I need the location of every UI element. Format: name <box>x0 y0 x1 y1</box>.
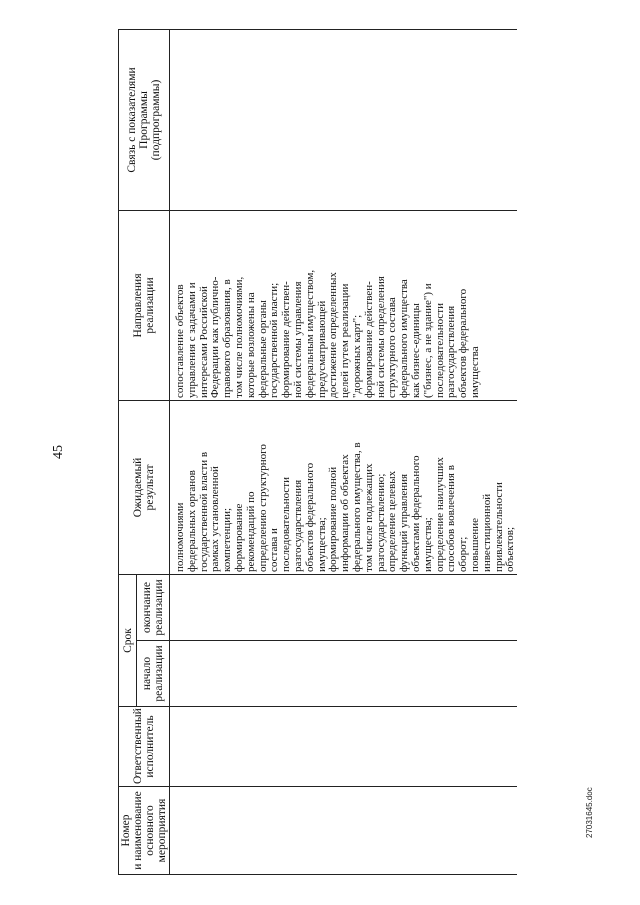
page-number: 45 <box>51 445 66 459</box>
cell-expected-result: полномочиями федеральных органов государственной власти в рамках установленной компетенции; формирование рекомендаций по определению структурного состава и последовательности разгосударствления объектов федерального имущества; формирование полной информации об объектах федерального имущества, в том числе подлежащих разгосударствлению; определение целевых функций управления объектами федерального имущества; определение наилучших способов вовлечения в оборот; повышение инвестиционной привлекательности объектов; <box>170 400 518 574</box>
cell-number-name <box>170 787 518 875</box>
header-indicator-link: Связь с показателями Программы (подпрограммы) <box>119 29 170 210</box>
header-start: начало реализации <box>137 641 170 707</box>
program-table <box>118 29 517 875</box>
header-directions: Направления реализации <box>119 210 170 400</box>
cell-start <box>170 641 518 707</box>
cell-directions: сопоставление объектов управления с задачами и интересами Российской Федерации как публично- правового образования, в том числе полномочиями, которые возложены на федеральные органы государственной власти; формирование действен- ной системы управления федеральным имуществом, предусматривающей достижение определенных целей путем реализации "дорожных карт"; формирование действен- ной системы определения структурного состава федерального имущества как бизнес-единицы ("бизнес, а не здание") и последовательности разгосударствления объектов федерального имущества <box>170 210 518 400</box>
header-responsible: Ответственный исполнитель <box>119 707 170 787</box>
cell-end <box>170 574 518 640</box>
cell-responsible <box>170 707 518 787</box>
rotated-table-area <box>118 30 517 875</box>
footer-doc-code: 27031645.doc <box>585 787 594 838</box>
header-term: Срок <box>119 574 137 706</box>
cell-indicator-link <box>170 29 518 210</box>
header-expected-result: Ожидаемый результат <box>119 400 170 574</box>
table-row <box>170 29 518 874</box>
header-end: окончание реализации <box>137 574 170 640</box>
table-container <box>118 30 517 875</box>
header-number-name: Номер и наименование основного мероприятия <box>119 787 170 875</box>
